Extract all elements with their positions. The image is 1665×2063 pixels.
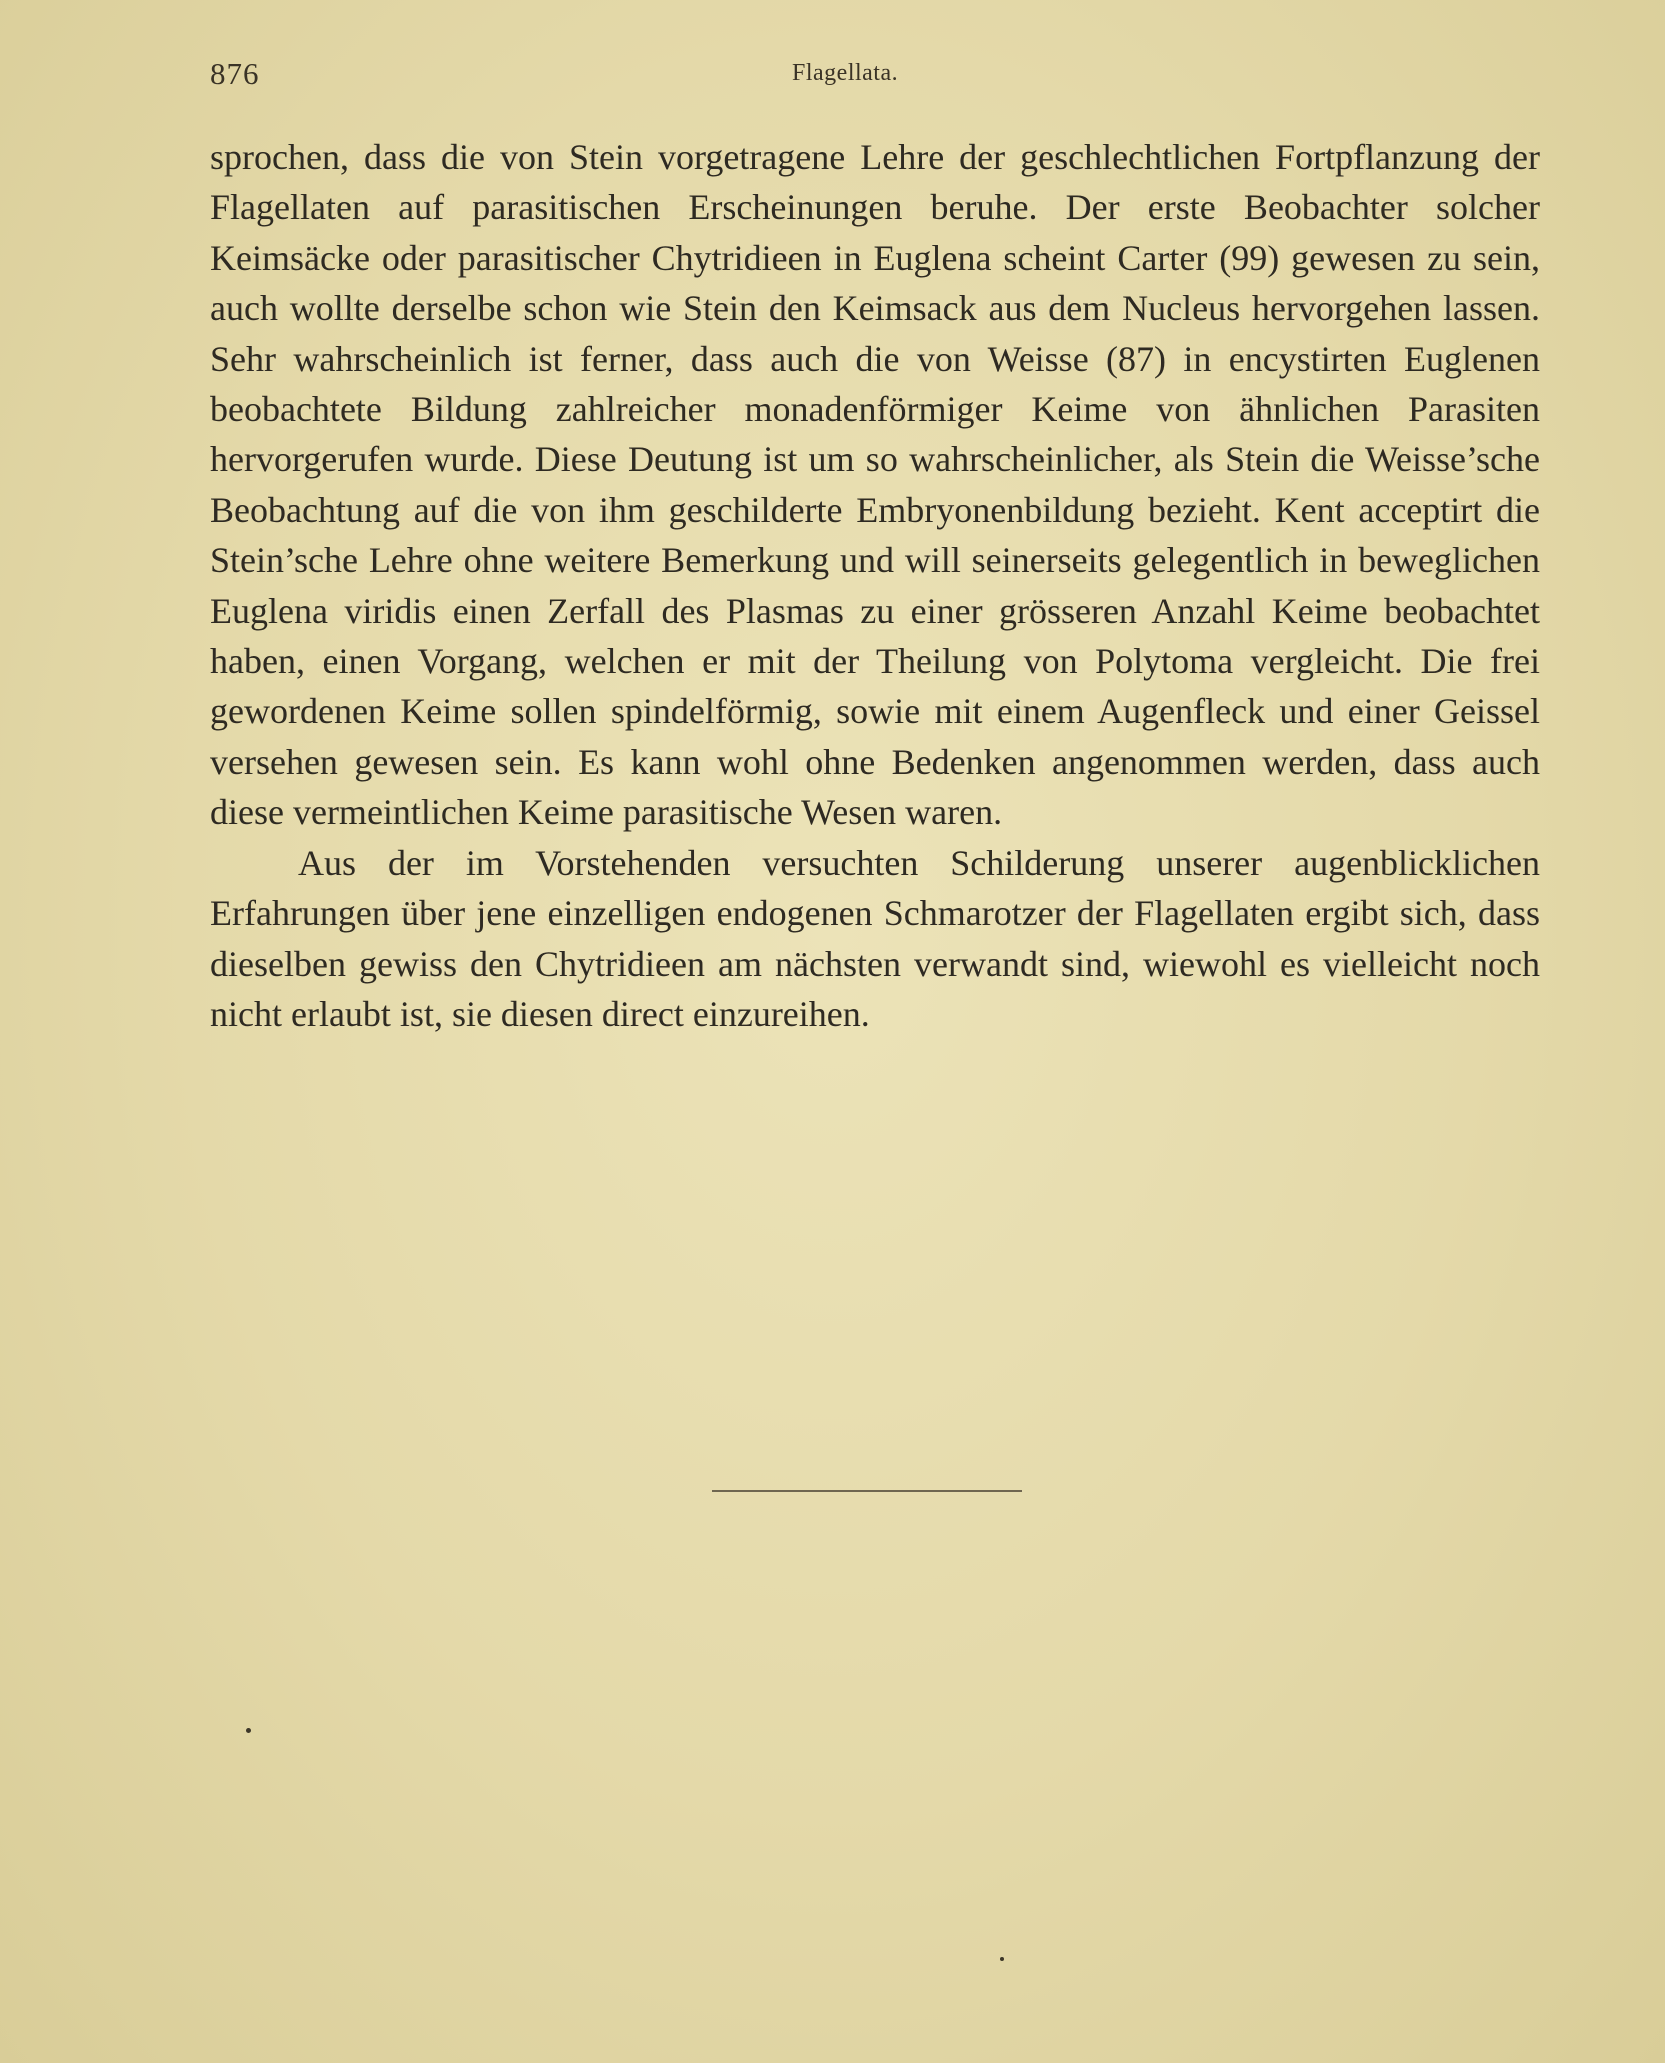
running-head xyxy=(210,56,1540,96)
paragraph-conclusion: Aus der im Vorstehenden versuchten Schilderung unserer augenblicklichen Erfahrungen über jene einzelligen endogenen Schmarotzer der Flagellaten ergibt sich, dass dieselben gewiss den Chytridieen am nächsten verwandt sind, wiewohl es vielleicht noch nicht erlaubt ist, sie diesen direct einzureihen. xyxy=(210,842,1540,1034)
page-number: 876 xyxy=(210,56,260,91)
paper-speck xyxy=(1000,1957,1004,1961)
body-text xyxy=(210,132,1540,1039)
section-end-rule xyxy=(712,1490,1022,1492)
paper-speck xyxy=(246,1728,251,1733)
running-title: Flagellata. xyxy=(792,60,899,86)
paragraph-continuation: sprochen, dass die von Stein vorgetragene Lehre der geschlechtlichen Fortpflanzung der Flagellaten auf parasitischen Erscheinungen beruhe. Der erste Beobachter solcher Keimsäcke oder parasitischer Chytridieen in Euglena scheint Carter (99) gewesen zu sein, auch wollte derselbe schon wie Stein den Keimsack aus dem Nucleus hervorgehen lassen. Sehr wahrscheinlich ist ferner, dass auch die von Weisse (87) in encystirten Euglenen beobachtete Bildung zahlreicher monadenförmiger Keime von ähnlichen Parasiten hervorgerufen wurde. Diese Deutung ist um so wahrscheinlicher, als Stein die Weisse’sche Beobachtung auf die von ihm geschilderte Embryonenbildung bezieht. Kent acceptirt die Stein’sche Lehre ohne weitere Bemerkung und will seinerseits gelegentlich in beweglichen Euglena viridis einen Zerfall des Plasmas zu einer grösseren Anzahl Keime beobachtet haben, einen Vorgang, welchen er mit der Theilung von Polytoma vergleicht. Die frei gewordenen Keime sollen spindelförmig, sowie mit einem Augenfleck und einer Geissel versehen gewesen sein. Es kann wohl ohne Bedenken angenommen werden, dass auch diese vermeintlichen Keime parasitische Wesen waren. xyxy=(210,137,1540,833)
